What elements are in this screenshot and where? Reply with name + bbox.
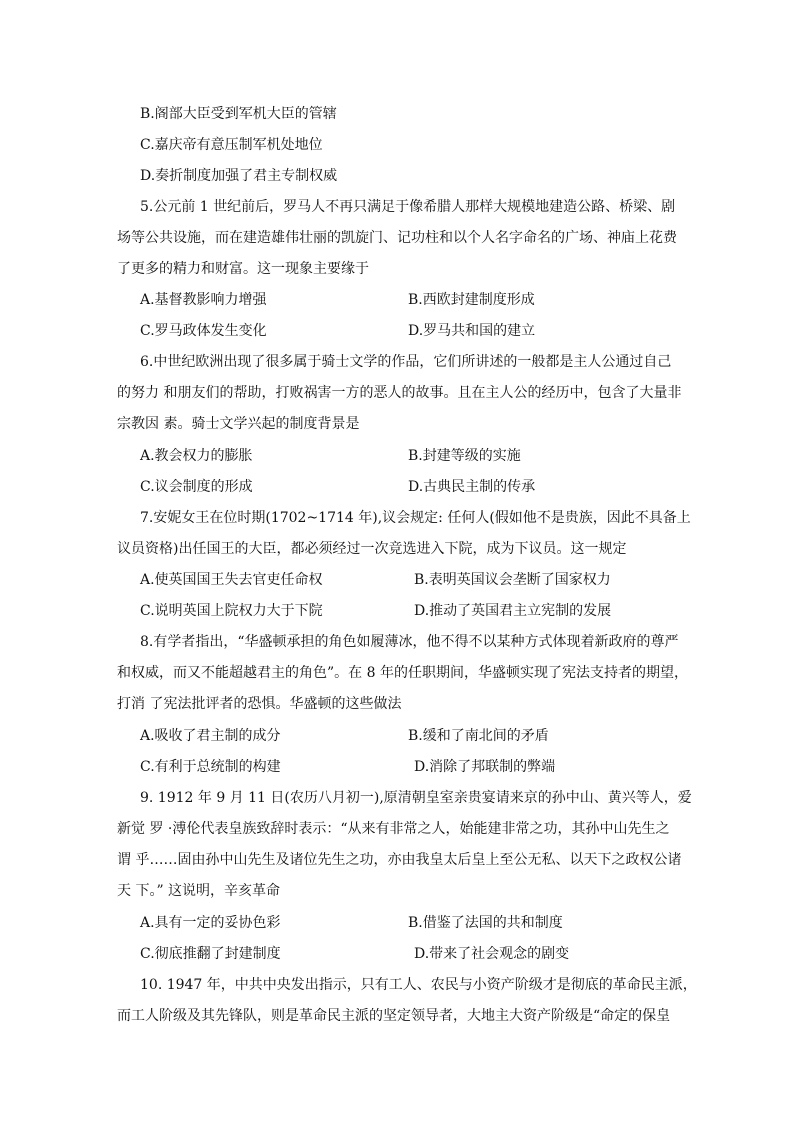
q6-option-a: A.教会权力的膨胀 [140,448,253,464]
q8-option-d: D.消除了邦联制的弊端 [414,759,556,775]
q6-option-b: B.封建等级的实施 [408,448,521,464]
q8-stem-line-2: 和权威，而又不能超越君主的角色”。在 8 年的任职期间，华盛顿实现了宪法支持者的期望， [117,665,688,681]
q9-option-b: B.借鉴了法国的共和制度 [408,915,563,931]
q7-option-a: A.使英国国王失去官吏任命权 [140,572,323,588]
q8-option-c: C.有利于总统制的构建 [140,759,281,775]
q6-stem-line-2: 的努力 和朋友们的帮助，打败祸害一方的恶人的故事。且在主人公的经历中，包含了大量非 [117,385,682,401]
q10-stem-line-1: 10. 1947 年，中共中央发出指示，只有工人、农民与小资产阶级才是彻底的革命民主派， [140,977,697,993]
q6-option-c: C.议会制度的形成 [140,479,253,495]
q5-stem-line-1: 5.公元前 1 世纪前后，罗马人不再只满足于像希腊人那样大规模地建造公路、桥梁、剧 [140,199,676,215]
q9-option-d: D.带来了社会观念的剧变 [414,946,570,962]
q7-option-d: D.推动了英国君主立宪制的发展 [414,603,612,619]
q9-stem-line-1: 9. 1912 年 9 月 11 日(农历八月初一),原清朝皇室亲贵宴请来京的孙中山、黄兴等人，爱 [140,790,692,806]
q8-option-b: B.缓和了南北间的矛盾 [408,728,549,744]
q5-option-b: B.西欧封建制度形成 [408,292,535,308]
q5-option-a: A.基督教影响力增强 [140,292,267,308]
q8-option-a: A.吸收了君主制的成分 [140,728,281,744]
option-d-prev: D.奏折制度加强了君主专制权威 [140,168,338,184]
q8-stem-line-3: 打消 了宪法批评者的恐惧。华盛顿的这些做法 [117,696,402,712]
q5-stem-line-3: 了更多的精力和财富。这一现象主要缘于 [117,261,369,277]
q5-option-c: C.罗马政体发生变化 [140,323,267,339]
q6-option-d: D.古典民主制的传承 [408,479,536,495]
q8-stem-line-1: 8.有学者指出，“华盛顿承担的角色如履薄冰，他不得不以某种方式体现着新政府的尊严 [140,634,679,650]
q5-stem-line-2: 场等公共设施，而在建造雄伟壮丽的凯旋门、记功柱和以个人名字命名的广场、神庙上花费 [117,230,677,246]
q9-stem-line-2: 新觉 罗 ·溥伦代表皇族致辞时表示：“从来有非常之人，始能建非常之功，其孙中山先生之 [117,821,670,837]
q7-stem-line-2: 议员资格)出任国王的大臣，都必须经过一次竞选进入下院，成为下议员。这一规定 [117,541,627,557]
q7-option-c: C.说明英国上院权力大于下院 [140,603,323,619]
q9-stem-line-3: 谓 乎……固由孙中山先生及诸位先生之功，亦由我皇太后皇上至公无私、以天下之政权公诸 [117,852,682,868]
q10-stem-line-2: 而工人阶级及其先锋队，则是革命民主派的坚定领导者，大地主大资产阶级是“命定的保皇 [117,1008,671,1024]
q5-option-d: D.罗马共和国的建立 [408,323,536,339]
q7-option-b: B.表明英国议会垄断了国家权力 [414,572,611,588]
q9-option-c: C.彻底推翻了封建制度 [140,946,281,962]
option-b-prev: B.阁部大臣受到军机大臣的管辖 [140,106,337,122]
option-c-prev: C.嘉庆帝有意压制军机处地位 [140,137,323,153]
q6-stem-line-1: 6.中世纪欧洲出现了很多属于骑士文学的作品，它们所讲述的一般都是主人公通过自己 [140,354,672,370]
q6-stem-line-3: 宗教因 素。骑士文学兴起的制度背景是 [117,416,360,432]
q7-stem-line-1: 7.安妮女王在位时期(1702~1714 年),议会规定: 任何人(假如他不是贵族，因此不具备上 [140,510,691,526]
q9-stem-line-4: 天 下。” 这说明，辛亥革命 [117,883,281,899]
q9-option-a: A.具有一定的妥协色彩 [140,915,281,931]
